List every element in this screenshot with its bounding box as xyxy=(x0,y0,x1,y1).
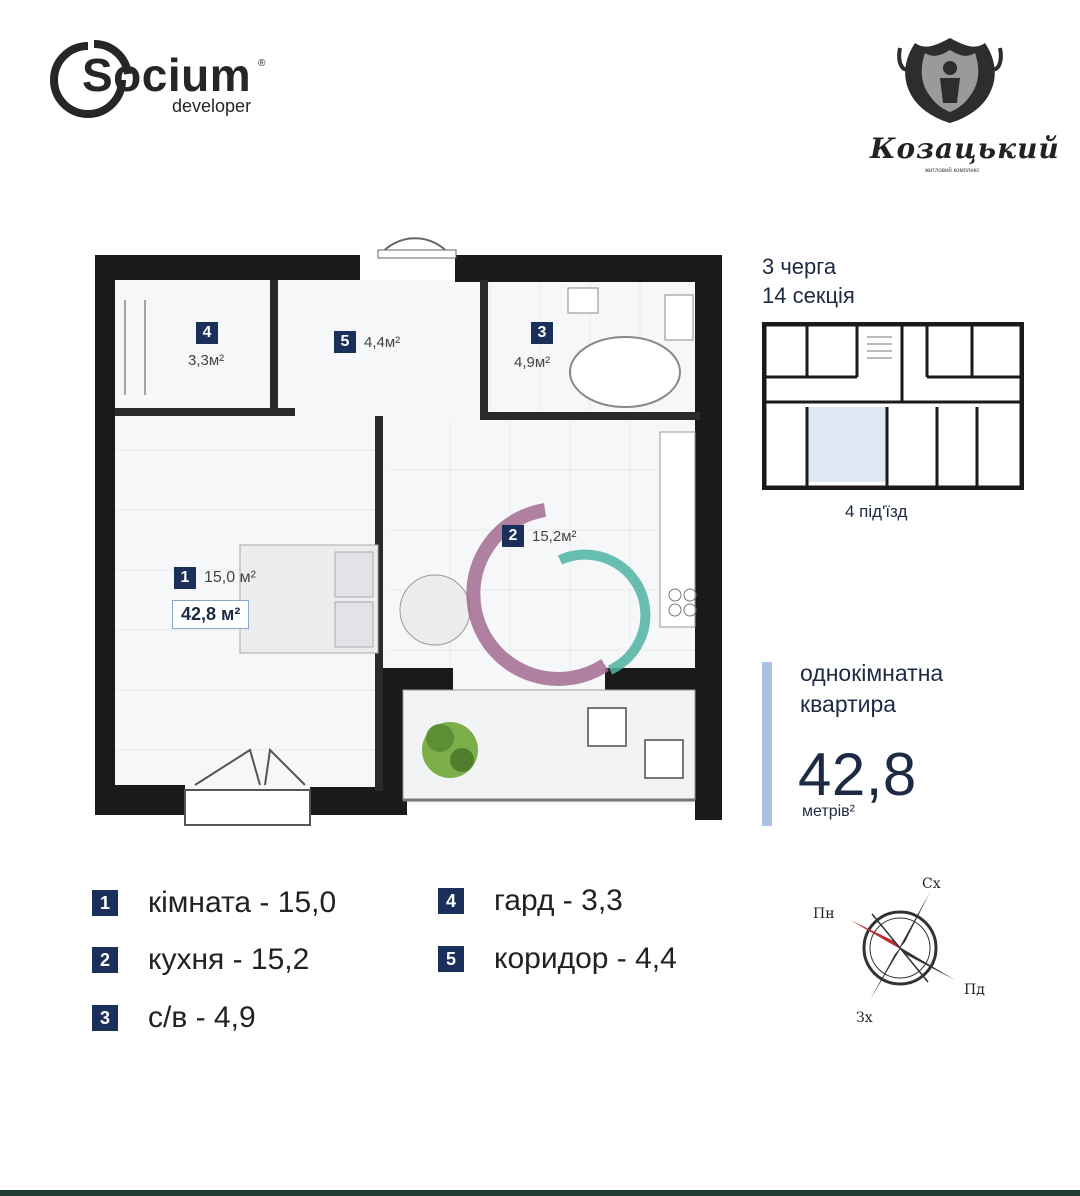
room-5-area: 4,4м² xyxy=(364,333,401,351)
legend-item-3 xyxy=(92,1001,256,1035)
info-accent-bar xyxy=(762,662,772,826)
complex-sub: житловий комплекс xyxy=(925,168,980,174)
apartment-area-unit: метрів² xyxy=(802,803,855,820)
apartment-type xyxy=(800,658,943,720)
room-4-area: 3,3м² xyxy=(188,352,225,369)
apartment-type-line1: однокімнатна xyxy=(800,660,944,686)
compass-north: Пн xyxy=(813,906,835,922)
legend-label-3: с/в - 4,9 xyxy=(148,1001,256,1034)
legend-badge-4: 4 xyxy=(438,888,464,914)
legend-item-4 xyxy=(438,884,623,918)
compass-east: Сх xyxy=(922,876,941,892)
room-4-badge: 4 xyxy=(196,322,218,344)
room-1-area: 15,0 м² xyxy=(204,569,256,586)
section-mini-plan xyxy=(762,322,1024,490)
total-area-box: 42,8 м² xyxy=(172,600,249,629)
legend-badge-3: 3 xyxy=(92,1005,118,1031)
compass-south: Пд xyxy=(964,982,985,998)
room-2-badge: 2 xyxy=(502,525,524,547)
room-1-badge: 1 xyxy=(174,567,196,589)
room-1-label xyxy=(174,567,256,589)
legend-item-5 xyxy=(438,942,677,976)
legend-badge-5: 5 xyxy=(438,946,464,972)
developer-sub: developer xyxy=(172,96,252,116)
compass-west: Зх xyxy=(856,1010,873,1026)
complex-name: Козацький xyxy=(870,132,1060,165)
cossack-emblem-icon xyxy=(895,28,1005,128)
legend-item-1 xyxy=(92,886,336,920)
apartment-type-line2: квартира xyxy=(800,691,897,717)
room-2-area: 15,2м² xyxy=(532,527,577,545)
apartment-area: 42,8 xyxy=(798,741,917,808)
legend-badge-2: 2 xyxy=(92,947,118,973)
room-4-label xyxy=(196,322,218,344)
queue-label: 3 черга xyxy=(762,254,837,279)
bottom-border xyxy=(0,1190,1080,1196)
room-2-label xyxy=(502,525,577,547)
compass-rose-icon xyxy=(810,870,1000,1030)
floor-plan xyxy=(90,210,730,830)
room-5-label xyxy=(334,331,400,353)
room-3-label xyxy=(531,322,553,344)
room-3-area: 4,9м² xyxy=(514,354,551,371)
legend-label-5: коридор - 4,4 xyxy=(494,942,677,975)
entrance-label: 4 під'їзд xyxy=(845,502,908,521)
legend-label-1: кімната - 15,0 xyxy=(148,886,337,919)
section-info xyxy=(762,252,855,310)
legend-label-2: кухня - 15,2 xyxy=(148,943,310,976)
legend-badge-1: 1 xyxy=(92,890,118,916)
room-3-badge: 3 xyxy=(531,322,553,344)
section-label: 14 секція xyxy=(762,283,855,308)
registered-mark: ® xyxy=(258,58,266,69)
room-5-badge: 5 xyxy=(334,331,356,353)
developer-name: Socium xyxy=(82,49,252,101)
legend-label-4: гард - 3,3 xyxy=(494,884,623,917)
legend-item-2 xyxy=(92,943,309,977)
